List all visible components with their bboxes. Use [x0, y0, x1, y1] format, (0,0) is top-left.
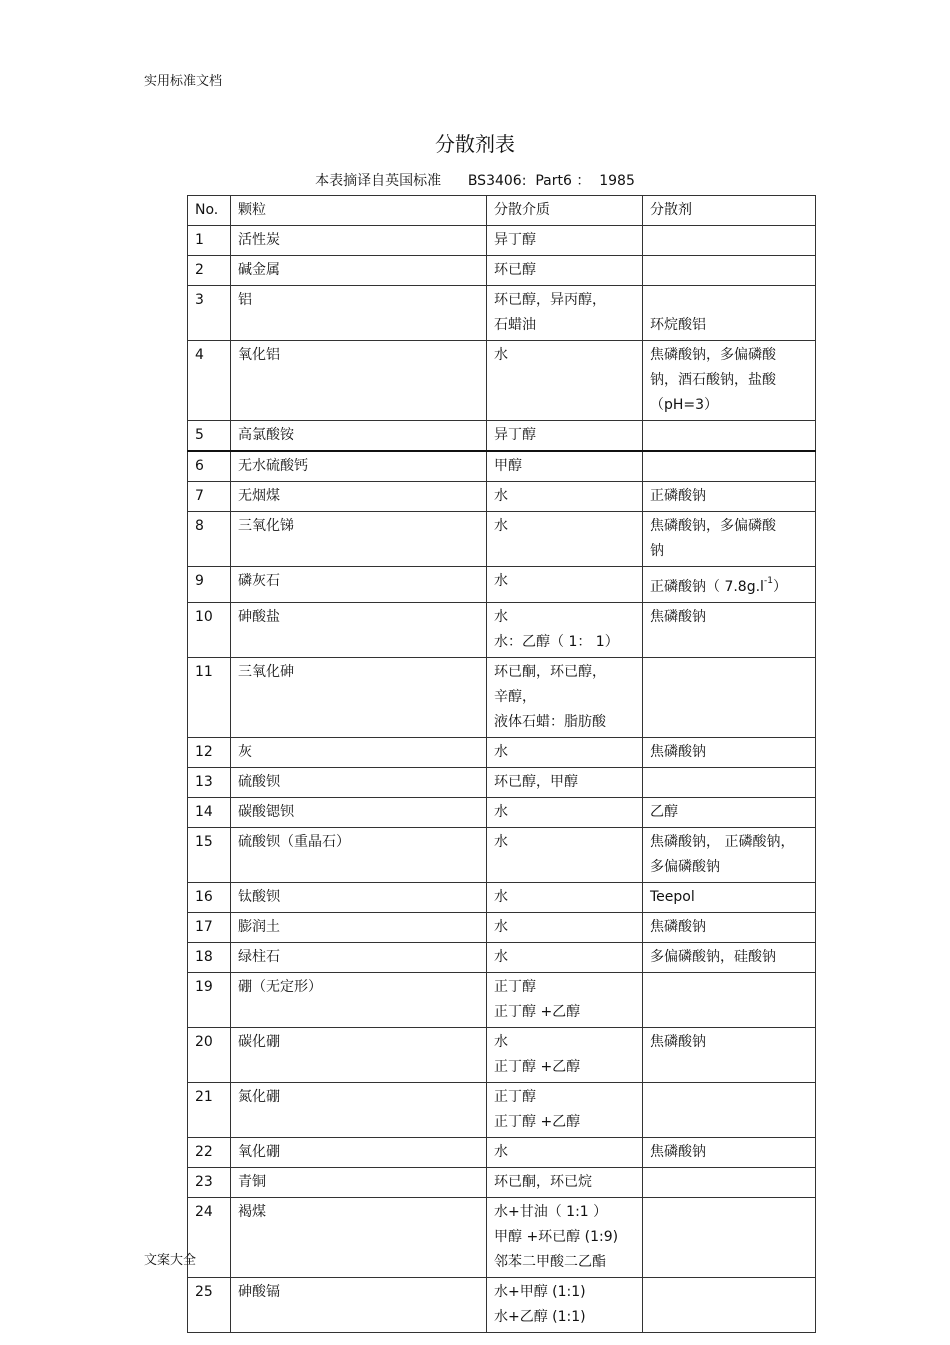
table-row	[188, 1083, 816, 1138]
cell-particle: 氮化硼	[231, 1083, 487, 1138]
cell-no: 18	[188, 943, 231, 973]
cell-dispersant	[643, 1198, 816, 1278]
cell-no: 16	[188, 883, 231, 913]
cell-no: 6	[188, 451, 231, 482]
cell-no: 22	[188, 1138, 231, 1168]
cell-particle: 铝	[231, 286, 487, 341]
page-title: 分散剂表	[435, 132, 515, 156]
cell-particle: 硫酸钡（重晶石）	[231, 828, 487, 883]
cell-no: 25	[188, 1278, 231, 1333]
cell-dispersant: 焦磷酸钠	[643, 913, 816, 943]
cell-medium: 水	[487, 738, 643, 768]
cell-medium: 环已醇，异丙醇， 石蜡油	[487, 286, 643, 341]
cell-dispersant	[643, 1278, 816, 1333]
cell-particle: 硼（无定形）	[231, 973, 487, 1028]
subtitle-standard: BS3406:	[467, 173, 527, 189]
cell-medium: 甲醇	[487, 451, 643, 482]
cell-particle: 膨润土	[231, 913, 487, 943]
cell-no: 17	[188, 913, 231, 943]
subtitle-sep: ：	[576, 173, 591, 189]
cell-medium: 异丁醇	[487, 226, 643, 256]
table-row	[188, 798, 816, 828]
cell-medium: 水	[487, 943, 643, 973]
cell-dispersant	[643, 567, 816, 603]
cell-dispersant-tail: ）	[772, 579, 787, 595]
cell-dispersant	[643, 256, 816, 286]
cell-medium: 水+甘油（ 1:1 ） 甲醇 +环已醇 (1:9) 邻苯二甲酸二乙酯	[487, 1198, 643, 1278]
cell-no: 15	[188, 828, 231, 883]
table-row	[188, 828, 816, 883]
cell-medium: 水 正丁醇 +乙醇	[487, 1028, 643, 1083]
cell-medium: 水	[487, 913, 643, 943]
cell-dispersant: 环烷酸铝	[643, 286, 816, 341]
subtitle-gap	[441, 173, 468, 189]
cell-medium: 异丁醇	[487, 421, 643, 452]
table-row	[188, 451, 816, 482]
cell-dispersant	[643, 768, 816, 798]
cell-dispersant	[643, 658, 816, 738]
subtitle-prefix: 本表摘译自英国标准	[315, 173, 442, 189]
cell-medium: 环已酮，环已烷	[487, 1168, 643, 1198]
cell-medium: 正丁醇 正丁醇 +乙醇	[487, 973, 643, 1028]
cell-medium: 环已醇	[487, 256, 643, 286]
table-row	[188, 286, 816, 341]
cell-particle: 无水硫酸钙	[231, 451, 487, 482]
table-row	[188, 1278, 816, 1333]
cell-dispersant: Teepol	[643, 883, 816, 913]
cell-no: 19	[188, 973, 231, 1028]
cell-particle: 活性炭	[231, 226, 487, 256]
cell-medium: 水	[487, 1138, 643, 1168]
cell-medium: 正丁醇 正丁醇 +乙醇	[487, 1083, 643, 1138]
cell-no: 8	[188, 512, 231, 567]
cell-no: 9	[188, 567, 231, 603]
table-row	[188, 226, 816, 256]
table-header-row	[188, 196, 816, 226]
cell-no: 1	[188, 226, 231, 256]
cell-dispersant: 焦磷酸钠	[643, 1028, 816, 1083]
cell-medium: 水 水：乙醇（ 1： 1）	[487, 603, 643, 658]
table-row	[188, 768, 816, 798]
cell-dispersant: 多偏磷酸钠，硅酸钠	[643, 943, 816, 973]
cell-medium: 环已醇，甲醇	[487, 768, 643, 798]
cell-particle: 砷酸盐	[231, 603, 487, 658]
cell-dispersant	[643, 1168, 816, 1198]
cell-dispersant-text: 正磷酸钠（ 7.8g.l	[650, 579, 764, 595]
cell-dispersant: 焦磷酸钠	[643, 738, 816, 768]
cell-no: 3	[188, 286, 231, 341]
cell-no: 10	[188, 603, 231, 658]
cell-medium: 水	[487, 341, 643, 421]
table-row	[188, 738, 816, 768]
cell-medium: 环已酮，环已醇， 辛醇， 液体石蜡：脂肪酸	[487, 658, 643, 738]
cell-dispersant: 焦磷酸钠	[643, 1138, 816, 1168]
table-subtitle	[0, 170, 950, 190]
header-no: No.	[188, 196, 231, 226]
cell-particle: 高氯酸铵	[231, 421, 487, 452]
cell-particle: 碱金属	[231, 256, 487, 286]
cell-particle: 磷灰石	[231, 567, 487, 603]
cell-no: 11	[188, 658, 231, 738]
cell-no: 5	[188, 421, 231, 452]
table-row	[188, 567, 816, 603]
cell-particle: 氧化硼	[231, 1138, 487, 1168]
table-row	[188, 1168, 816, 1198]
page-footer-note: 文案大全	[144, 1253, 197, 1268]
cell-dispersant: 焦磷酸钠， 正磷酸钠， 多偏磷酸钠	[643, 828, 816, 883]
cell-dispersant	[643, 1083, 816, 1138]
cell-particle: 钛酸钡	[231, 883, 487, 913]
cell-particle: 砷酸镉	[231, 1278, 487, 1333]
table-row	[188, 1028, 816, 1083]
table-row	[188, 943, 816, 973]
header-medium: 分散介质	[487, 196, 643, 226]
table-row	[188, 512, 816, 567]
table-row	[188, 482, 816, 512]
cell-particle: 三氧化锑	[231, 512, 487, 567]
cell-dispersant: 乙醇	[643, 798, 816, 828]
cell-no: 12	[188, 738, 231, 768]
cell-no: 14	[188, 798, 231, 828]
table-row	[188, 341, 816, 421]
cell-dispersant	[643, 973, 816, 1028]
cell-medium: 水+甲醇 (1:1) 水+乙醇 (1:1)	[487, 1278, 643, 1333]
cell-particle: 氧化铝	[231, 341, 487, 421]
cell-medium: 水	[487, 567, 643, 603]
cell-dispersant	[643, 226, 816, 256]
cell-particle: 无烟煤	[231, 482, 487, 512]
cell-particle: 碳化硼	[231, 1028, 487, 1083]
cell-particle: 青铜	[231, 1168, 487, 1198]
cell-dispersant: 焦磷酸钠	[643, 603, 816, 658]
cell-medium: 水	[487, 512, 643, 567]
cell-medium: 水	[487, 482, 643, 512]
table-row	[188, 603, 816, 658]
cell-dispersant-superscript: -1	[763, 576, 773, 586]
cell-particle: 碳酸锶钡	[231, 798, 487, 828]
subtitle-gap	[590, 173, 599, 189]
table-row	[188, 256, 816, 286]
cell-dispersant: 正磷酸钠	[643, 482, 816, 512]
dispersant-table	[187, 195, 816, 1333]
page-header-note: 实用标准文档	[144, 74, 223, 89]
cell-dispersant	[643, 451, 816, 482]
table-row	[188, 421, 816, 452]
table-row	[188, 913, 816, 943]
cell-no: 20	[188, 1028, 231, 1083]
cell-medium: 水	[487, 828, 643, 883]
cell-no: 2	[188, 256, 231, 286]
cell-particle: 三氧化砷	[231, 658, 487, 738]
cell-no: 4	[188, 341, 231, 421]
subtitle-gap	[526, 173, 535, 189]
header-particle: 颗粒	[231, 196, 487, 226]
cell-dispersant	[643, 421, 816, 452]
cell-no: 7	[188, 482, 231, 512]
cell-no: 21	[188, 1083, 231, 1138]
cell-no: 23	[188, 1168, 231, 1198]
cell-particle: 硫酸钡	[231, 768, 487, 798]
table-row	[188, 1138, 816, 1168]
cell-dispersant: 焦磷酸钠，多偏磷酸 钠	[643, 512, 816, 567]
table-row	[188, 883, 816, 913]
subtitle-year: 1985	[599, 173, 635, 189]
subtitle-part: Part6	[535, 173, 572, 189]
cell-medium: 水	[487, 798, 643, 828]
cell-medium: 水	[487, 883, 643, 913]
cell-no: 24	[188, 1198, 231, 1278]
dispersant-table-body	[188, 196, 816, 1333]
table-row	[188, 973, 816, 1028]
cell-particle: 褐煤	[231, 1198, 487, 1278]
cell-particle: 灰	[231, 738, 487, 768]
header-dispersant: 分散剂	[643, 196, 816, 226]
table-row	[188, 1198, 816, 1278]
cell-no: 13	[188, 768, 231, 798]
cell-particle: 绿柱石	[231, 943, 487, 973]
table-row	[188, 658, 816, 738]
cell-dispersant: 焦磷酸钠，多偏磷酸 钠，酒石酸钠，盐酸 （pH=3）	[643, 341, 816, 421]
